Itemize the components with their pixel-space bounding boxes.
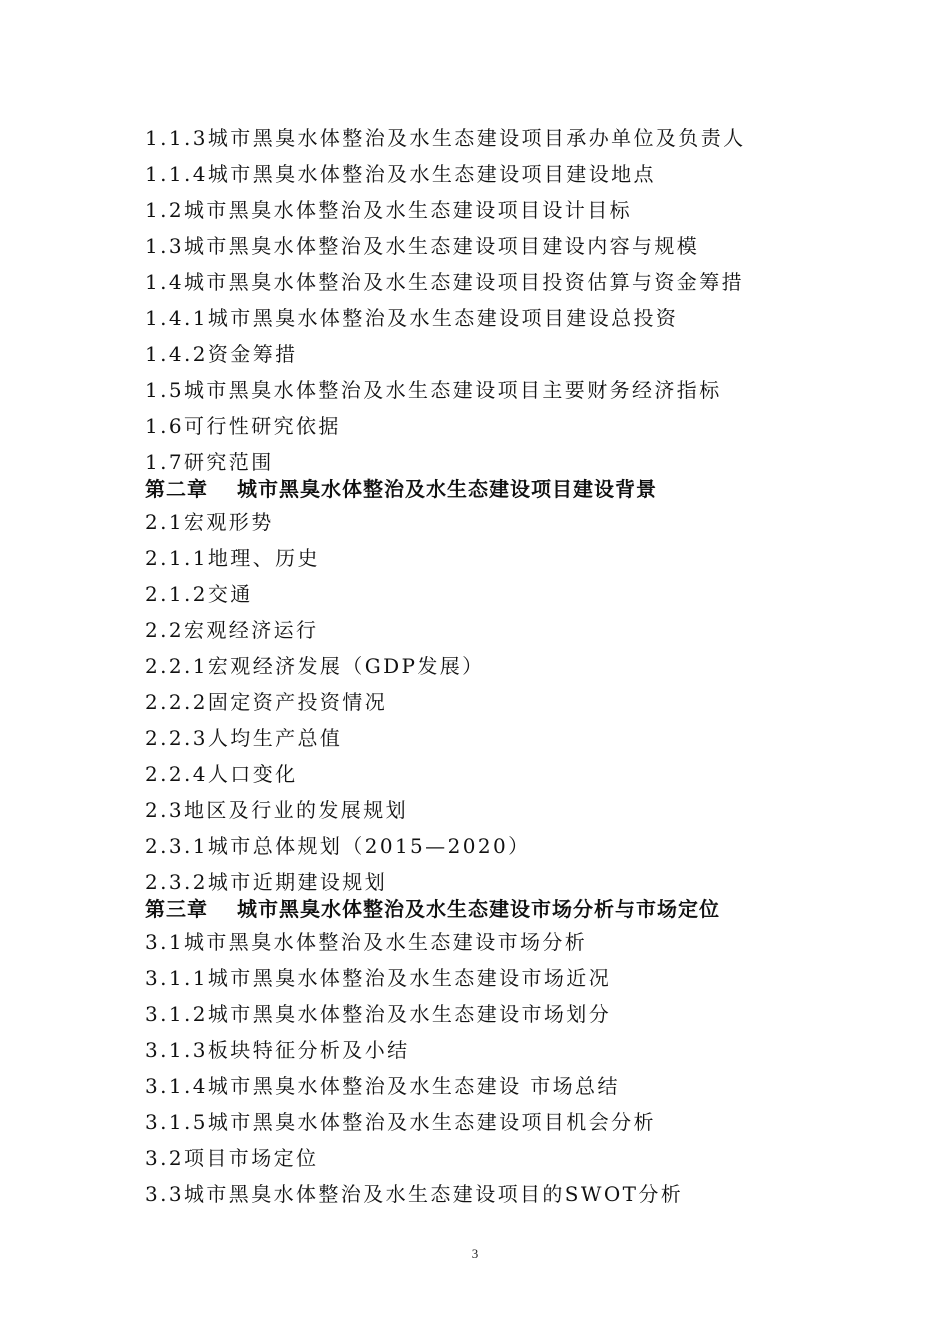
toc-entry: 2.3.1城市总体规划（2015—2020）: [145, 834, 531, 858]
toc-entry: 1.1.3城市黑臭水体整治及水生态建设项目承办单位及负责人: [145, 126, 746, 150]
toc-entry: 3.1.1城市黑臭水体整治及水生态建设市场近况: [145, 966, 612, 990]
chapter-heading-3: [145, 894, 845, 924]
toc-entry: 1.2城市黑臭水体整治及水生态建设项目设计目标: [145, 198, 633, 222]
toc-entry: 3.1城市黑臭水体整治及水生态建设市场分析: [145, 930, 588, 954]
chapter-number: 第二章: [145, 477, 208, 501]
toc-entry: 1.7研究范围: [145, 450, 274, 474]
table-of-contents: [145, 120, 845, 1212]
toc-entry: 2.2.1宏观经济发展（GDP发展）: [145, 654, 485, 678]
toc-entry: 2.3地区及行业的发展规划: [145, 798, 409, 822]
toc-entry: 2.2.2固定资产投资情况: [145, 690, 388, 714]
chapter-title: 城市黑臭水体整治及水生态建设项目建设背景: [237, 477, 657, 501]
toc-entry: 1.5城市黑臭水体整治及水生态建设项目主要财务经济指标: [145, 378, 722, 402]
toc-entry: 1.1.4城市黑臭水体整治及水生态建设项目建设地点: [145, 162, 656, 186]
toc-entry: 1.3城市黑臭水体整治及水生态建设项目建设内容与规模: [145, 234, 700, 258]
toc-entry: 3.3城市黑臭水体整治及水生态建设项目的SWOT分析: [145, 1182, 684, 1206]
toc-entry: 2.1宏观形势: [145, 510, 274, 534]
toc-entry: 1.4.1城市黑臭水体整治及水生态建设项目建设总投资: [145, 306, 679, 330]
toc-entry: 1.4.2资金筹措: [145, 342, 298, 366]
toc-entry: 2.1.1地理、历史: [145, 546, 320, 570]
chapter-title: 城市黑臭水体整治及水生态建设市场分析与市场定位: [237, 897, 720, 921]
chapter-number: 第三章: [145, 897, 208, 921]
toc-entry: 3.1.5城市黑臭水体整治及水生态建设项目机会分析: [145, 1110, 656, 1134]
chapter-heading-2: [145, 474, 845, 504]
page-number: 3: [471, 1246, 479, 1261]
toc-entry: 3.1.4城市黑臭水体整治及水生态建设 市场总结: [145, 1074, 620, 1098]
toc-entry: 3.1.3板块特征分析及小结: [145, 1038, 410, 1062]
toc-entry: 1.6可行性研究依据: [145, 414, 341, 438]
toc-entry: 3.2项目市场定位: [145, 1146, 319, 1170]
toc-entry: 2.2.4人口变化: [145, 762, 298, 786]
toc-entry: 2.2宏观经济运行: [145, 618, 319, 642]
toc-entry: 2.1.2交通: [145, 582, 253, 606]
toc-entry: 1.4城市黑臭水体整治及水生态建设项目投资估算与资金筹措: [145, 270, 745, 294]
toc-entry: 2.3.2城市近期建设规划: [145, 870, 388, 894]
toc-entry: 3.1.2城市黑臭水体整治及水生态建设市场划分: [145, 1002, 612, 1026]
toc-entry: 2.2.3人均生产总值: [145, 726, 343, 750]
